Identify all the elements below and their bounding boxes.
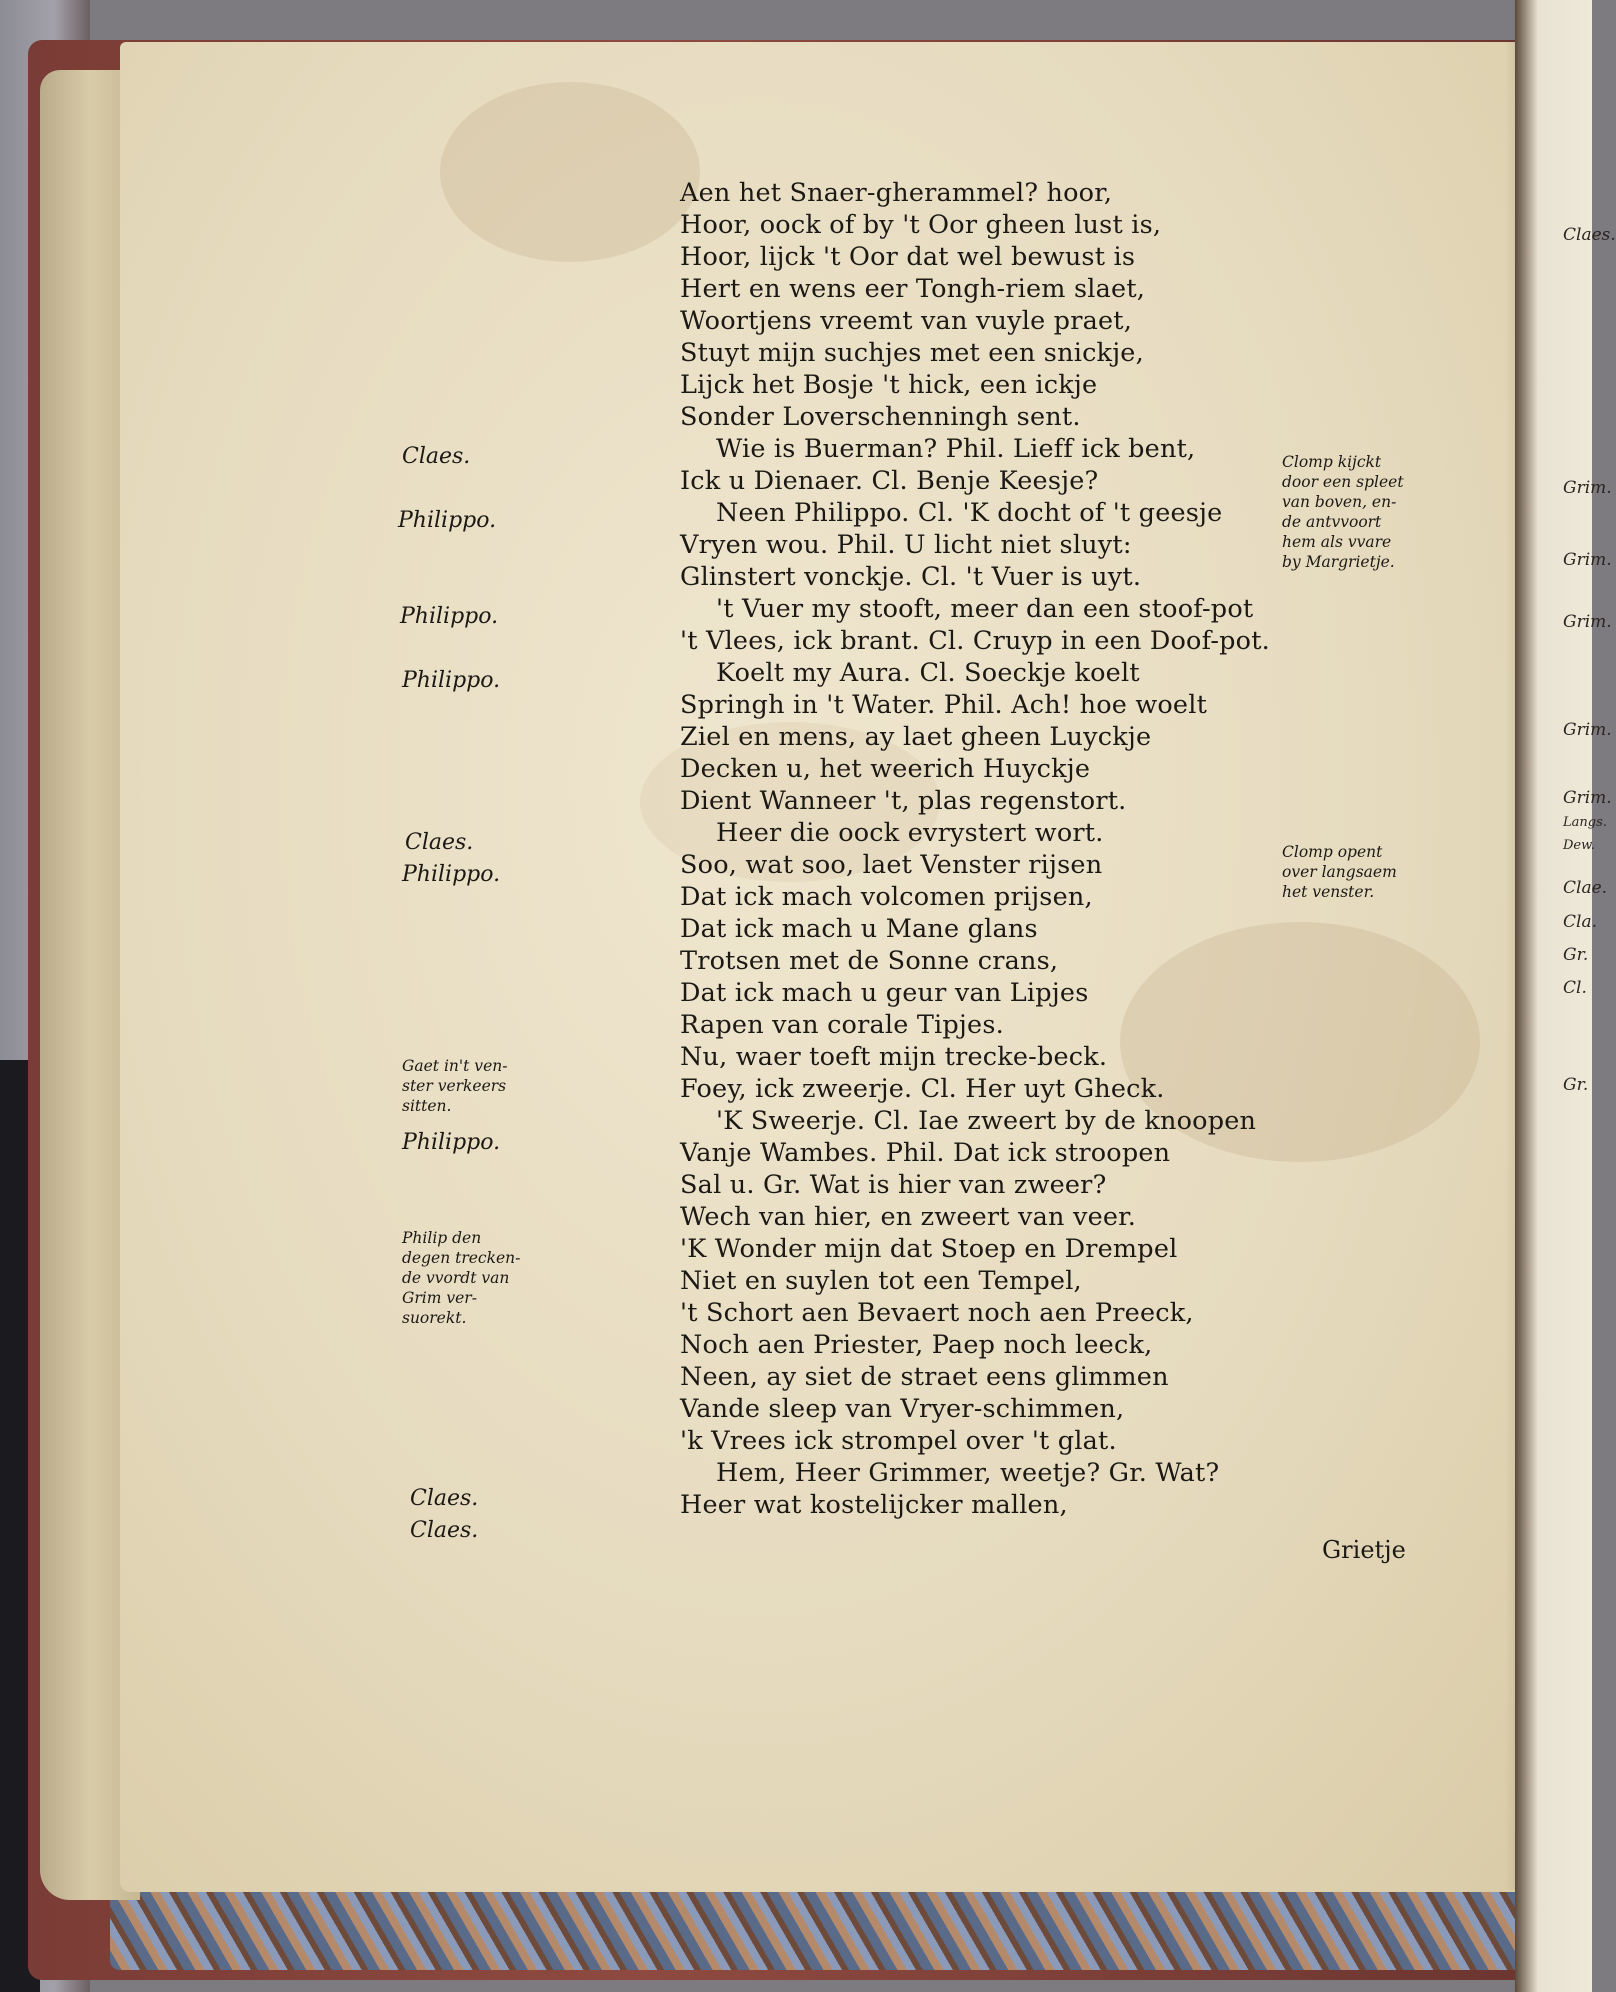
speaker-name: Philippo.: [402, 668, 501, 693]
stage-direction: Clomp opent over langsaem het venster.: [1282, 843, 1397, 901]
speaker-name: Claes.: [410, 1518, 479, 1543]
verse-line: Wie is Buerman? Phil. Lieff ick bent,: [716, 434, 1196, 464]
next-page-fragment: Grim.: [1563, 550, 1612, 570]
verse-line: Foey, ick zweerje. Cl. Her uyt Gheck.: [680, 1074, 1165, 1104]
next-page-fragment: Cl.: [1563, 978, 1587, 998]
verse-line: Neen, ay siet de straet eens glimmen: [680, 1362, 1169, 1392]
next-page-fragment: Grim.: [1563, 788, 1612, 808]
next-page-fragment: Langs.: [1563, 815, 1607, 830]
verse-line: Ziel en mens, ay laet gheen Luyckje: [680, 722, 1152, 752]
verse-line: 'K Wonder mijn dat Stoep en Drempel: [680, 1234, 1178, 1264]
speaker-name: Claes.: [405, 830, 474, 855]
verse-line: Dat ick mach u geur van Lipjes: [680, 978, 1089, 1008]
stage-direction: Gaet in't ven- ster verkeers sitten.: [402, 1057, 508, 1115]
verse-line: Rapen van corale Tipjes.: [680, 1010, 1004, 1040]
next-page-fragment: Grim.: [1563, 612, 1612, 632]
verse-line: 't Vlees, ick brant. Cl. Cruyp in een Doof-pot.: [680, 626, 1270, 656]
next-page-fragment: Clae.: [1563, 878, 1608, 898]
verse-line: Wech van hier, en zweert van veer.: [680, 1202, 1137, 1232]
verse-line: Koelt my Aura. Cl. Soeckje koelt: [716, 658, 1140, 688]
verse-line: Noch aen Priester, Paep noch leeck,: [680, 1330, 1153, 1360]
verse-line: Woortjens vreemt van vuyle praet,: [680, 306, 1133, 336]
verse-line: Dat ick mach u Mane glans: [680, 914, 1038, 944]
speaker-name: Philippo.: [402, 862, 501, 887]
speaker-name: Claes.: [402, 444, 471, 469]
next-page-fragment: Grim.: [1563, 720, 1612, 740]
speaker-name: Claes.: [410, 1486, 479, 1511]
speaker-name: Philippo.: [400, 604, 499, 629]
verse-line: 'k Vrees ick strompel over 't glat.: [680, 1426, 1117, 1456]
verse-line: Vande sleep van Vryer-schimmen,: [680, 1394, 1125, 1424]
verse-line: Vanje Wambes. Phil. Dat ick stroopen: [680, 1138, 1171, 1168]
verse-line: Niet en suylen tot een Tempel,: [680, 1266, 1082, 1296]
verse-line: Dient Wanneer 't, plas regenstort.: [680, 786, 1127, 816]
stage-direction: Clomp kijckt door een spleet van boven, en- de antvvoort hem als vvare by Margrietje.: [1282, 453, 1404, 571]
verse-line: Lijck het Bosje 't hick, een ickje: [680, 370, 1098, 400]
next-page-fragment: Dew.: [1563, 838, 1595, 853]
verse-line: Stuyt mijn suchjes met een snickje,: [680, 338, 1144, 368]
verse-line: Hoor, lijck 't Oor dat wel bewust is: [680, 242, 1136, 272]
verse-line: Sal u. Gr. Wat is hier van zweer?: [680, 1170, 1107, 1200]
verse-line: Vryen wou. Phil. U licht niet sluyt:: [680, 530, 1132, 560]
next-page-fragment: Claes.: [1563, 225, 1616, 245]
verse-line: Springh in 't Water. Phil. Ach! hoe woelt: [680, 690, 1208, 720]
verse-line: 't Schort aen Bevaert noch aen Preeck,: [680, 1298, 1194, 1328]
verse-line: Soo, wat soo, laet Venster rijsen: [680, 850, 1103, 880]
verse-line: Trotsen met de Sonne crans,: [680, 946, 1059, 976]
verse-line: Hert en wens eer Tongh-riem slaet,: [680, 274, 1146, 304]
marbled-endpaper: [110, 1880, 1530, 1970]
verse-line: Heer wat kostelijcker mallen,: [680, 1490, 1068, 1520]
verse-line: Decken u, het weerich Huyckje: [680, 754, 1091, 784]
catchword: Grietje: [1322, 1536, 1406, 1564]
verse-line: Neen Philippo. Cl. 'K docht of 't geesje: [716, 498, 1223, 528]
verse-line: Nu, waer toeft mijn trecke-beck.: [680, 1042, 1108, 1072]
verse-line: 'K Sweerje. Cl. Iae zweert by de knoopen: [716, 1106, 1257, 1136]
speaker-name: Philippo.: [398, 508, 497, 533]
verse-line: Heer die oock evrystert wort.: [716, 818, 1104, 848]
speaker-name: Philippo.: [402, 1130, 501, 1155]
verse-line: 't Vuer my stooft, meer dan een stoof-pot: [716, 594, 1254, 624]
stage-direction: Philip den degen trecken- de vvordt van Grim ver- suorekt.: [402, 1229, 521, 1327]
verse-line: Sonder Loverschenningh sent.: [680, 402, 1081, 432]
verse-line: Aen het Snaer-gherammel? hoor,: [680, 178, 1113, 208]
verse-line: Hem, Heer Grimmer, weetje? Gr. Wat?: [716, 1458, 1220, 1488]
verse-line: Glinstert vonckje. Cl. 't Vuer is uyt.: [680, 562, 1142, 592]
verse-line: Dat ick mach volcomen prijsen,: [680, 882, 1093, 912]
next-page-fragment: Gr.: [1563, 945, 1589, 965]
next-page-edge: [1515, 0, 1616, 1992]
next-page-fragment: Grim.: [1563, 478, 1612, 498]
next-page-fragment: Cla.: [1563, 912, 1597, 932]
verse-line: Ick u Dienaer. Cl. Benje Keesje?: [680, 466, 1099, 496]
water-stain: [440, 82, 700, 262]
next-page-fragment: Gr.: [1563, 1075, 1589, 1095]
verse-line: Hoor, oock of by 't Oor gheen lust is,: [680, 210, 1162, 240]
